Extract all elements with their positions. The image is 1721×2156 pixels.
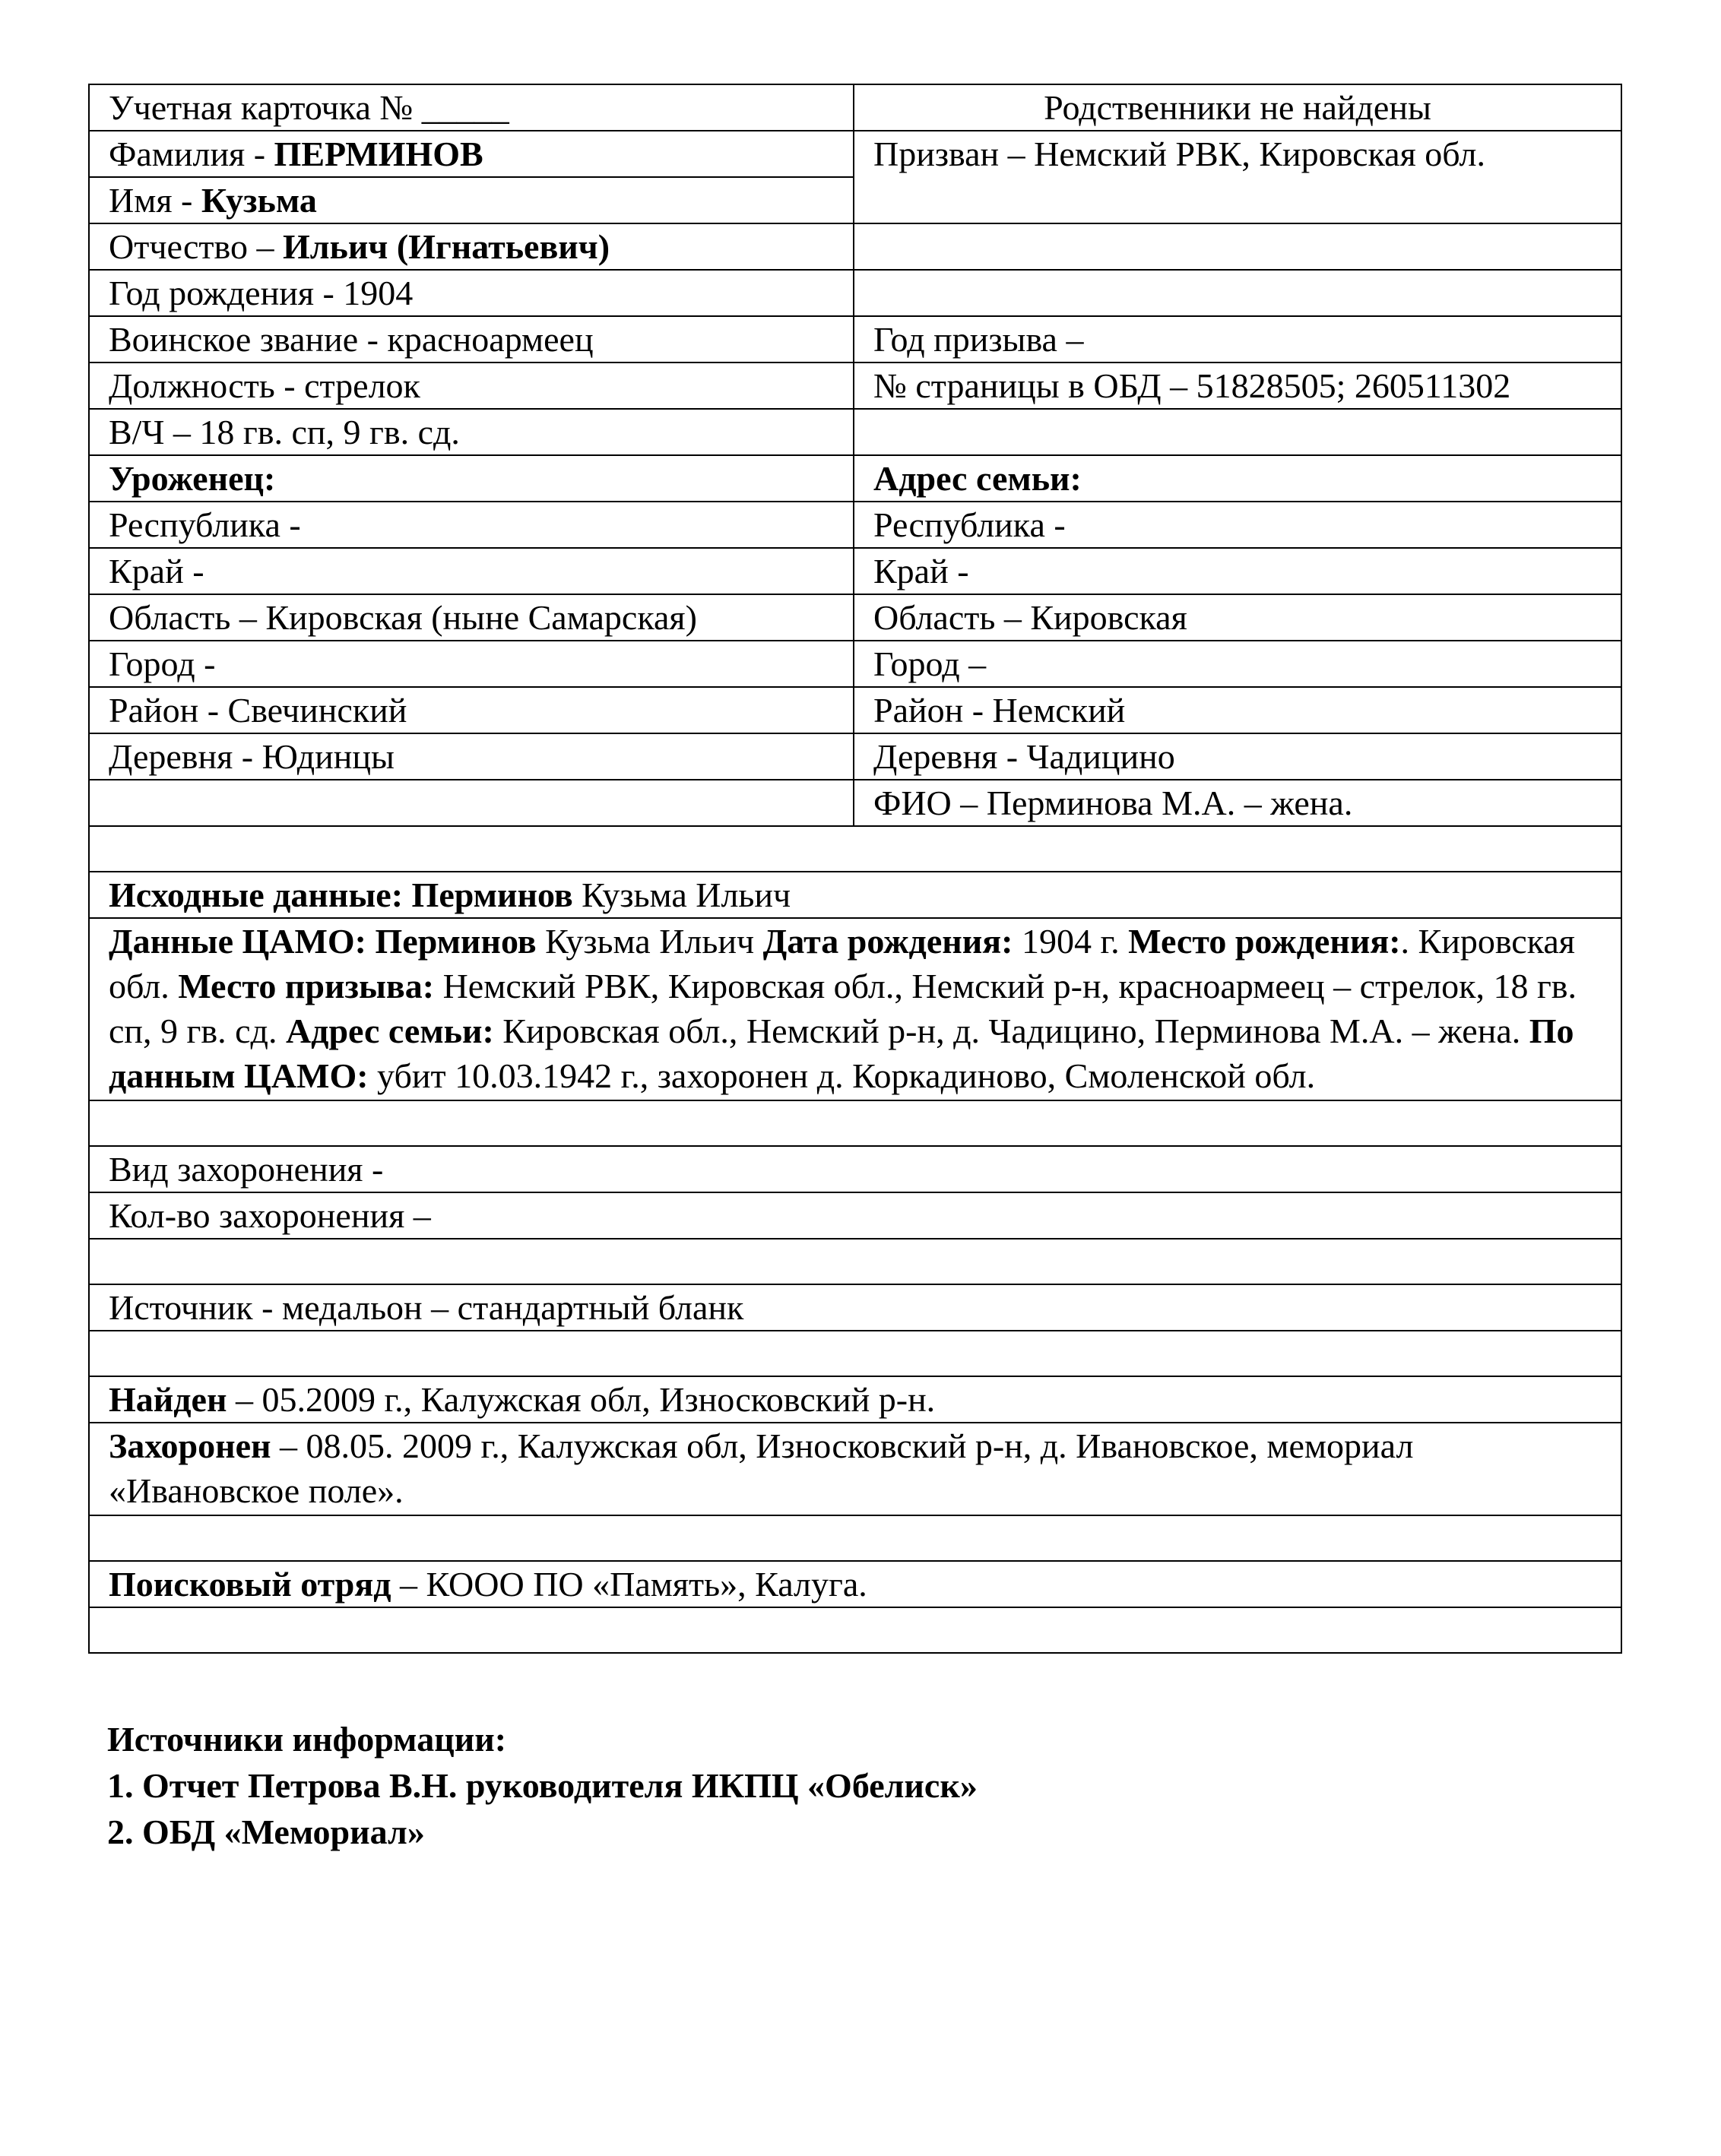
table-row: [89, 594, 1621, 641]
name-label: Имя -: [109, 181, 201, 220]
burial-count-field: Кол-во захоронения –: [89, 1192, 1621, 1239]
found-text: – 05.2009 г., Калужская обл, Износковский р-н.: [227, 1380, 936, 1419]
table-row: [89, 641, 1621, 687]
table-row: [89, 1192, 1621, 1239]
table-row: [89, 316, 1621, 362]
tsamo-data-field: [89, 918, 1621, 1100]
obd-pages-field: [854, 362, 1621, 409]
family-village: Деревня - Чадицино: [854, 733, 1621, 780]
tsamo-name: Кузьма Ильич: [536, 922, 763, 961]
empty-row: [89, 1239, 1621, 1284]
native-city: Город -: [89, 641, 854, 687]
unit-text: В/Ч – 18 гв. сп, 9 гв. сд.: [109, 413, 460, 451]
native-district: Район - Свечинский: [89, 687, 854, 733]
table-row: [89, 548, 1621, 594]
obd-pages-text: № страницы в ОБД – 51828505; 260511302: [873, 366, 1511, 405]
table-row: [89, 455, 1621, 502]
tsamo-address: Кировская обл., Немский р-н, д. Чадицино, Перминова М.А. – жена.: [493, 1012, 1529, 1050]
draft-year-text: Год призыва –: [873, 320, 1084, 359]
table-row: [89, 780, 1621, 826]
table-row: [89, 1100, 1621, 1146]
found-field: [89, 1376, 1621, 1423]
called-up-text: Призван – Немский РВК, Кировская обл.: [873, 135, 1485, 173]
tsamo-draft: Немский РВК, Кировская обл., Немский р-н, красноармеец – стрелок, 18 гв. сп, 9 гв. сд.: [109, 967, 1577, 1050]
source-data-field: [89, 872, 1621, 918]
table-row: [89, 918, 1621, 1100]
family-krai: Край -: [854, 548, 1621, 594]
table-row: [89, 84, 1621, 131]
surname-label: Фамилия -: [109, 135, 274, 173]
table-row: [89, 1515, 1621, 1561]
tsamo-birthplace: . Кировская обл.: [109, 922, 1575, 1005]
buried-label: Захоронен: [109, 1426, 271, 1465]
table-row: [89, 872, 1621, 918]
empty-cell: [89, 780, 854, 826]
buried-field: [89, 1423, 1621, 1515]
table-row: [89, 1146, 1621, 1192]
unit-field: [89, 409, 854, 455]
empty-row: [89, 1515, 1621, 1561]
family-fio: ФИО – Перминова М.А. – жена.: [854, 780, 1621, 826]
surname-field: [89, 131, 854, 177]
source-field: Источник - медальон – стандартный бланк: [89, 1284, 1621, 1331]
tsamo-fate-label: По данным ЦАМО:: [109, 1012, 1574, 1095]
tsamo-birth: 1904 г.: [1013, 922, 1129, 961]
patronymic-value: Ильич (Игнатьевич): [282, 227, 610, 266]
source-data-label: Исходные данные:: [109, 875, 412, 914]
table-row: [89, 1284, 1621, 1331]
burial-type-field: Вид захоронения -: [89, 1146, 1621, 1192]
empty-cell: [854, 270, 1621, 316]
table-row: [89, 1423, 1621, 1515]
tsamo-draft-label: Место призыва:: [178, 967, 435, 1005]
sources-heading: Источники информации:: [107, 1720, 507, 1759]
birth-year-field: [89, 270, 854, 316]
rank-field: [89, 316, 854, 362]
position-field: [89, 362, 854, 409]
rank-text: Воинское звание - красноармеец: [109, 320, 594, 359]
family-republic: Республика -: [854, 502, 1621, 548]
native-oblast: Область – Кировская (ныне Самарская): [89, 594, 854, 641]
tsamo-label: Данные ЦАМО:: [109, 922, 376, 961]
native-krai: Край -: [89, 548, 854, 594]
relatives-status-text: Родственники не найдены: [1044, 88, 1431, 127]
tsamo-birth-label: Дата рождения:: [762, 922, 1013, 961]
name-field: [89, 177, 854, 223]
table-row: [89, 409, 1621, 455]
table-row: [89, 1239, 1621, 1284]
surname-value: ПЕРМИНОВ: [274, 135, 483, 173]
name-value: Кузьма: [201, 181, 317, 220]
buried-text: – 08.05. 2009 г., Калужская обл, Износковский р-н, д. Ивановское, мемориал «Ивановское поле».: [109, 1426, 1414, 1510]
empty-row: [89, 826, 1621, 872]
card-number: [89, 84, 854, 131]
called-up-field: [854, 131, 1621, 223]
table-row: [89, 362, 1621, 409]
patronymic-field: [89, 223, 854, 270]
source-item: 2. ОБД «Мемориал»: [107, 1812, 425, 1851]
search-team-text: – КООО ПО «Память», Калуга.: [391, 1565, 867, 1604]
native-village: Деревня - Юдинцы: [89, 733, 854, 780]
card-number-text: Учетная карточка № _____: [109, 88, 509, 127]
table-row: [89, 270, 1621, 316]
source-item: 1. Отчет Петрова В.Н. руководителя ИКПЦ «Обелиск»: [107, 1766, 978, 1805]
family-district: Район - Немский: [854, 687, 1621, 733]
family-heading: Адрес семьи:: [854, 455, 1621, 502]
draft-year-field: [854, 316, 1621, 362]
table-row: [89, 131, 1621, 177]
patronymic-label: Отчество –: [109, 227, 283, 266]
tsamo-birthplace-label: Место рождения:: [1128, 922, 1401, 961]
relatives-status: [854, 84, 1621, 131]
empty-cell: [854, 223, 1621, 270]
search-team-label: Поисковый отряд: [109, 1565, 391, 1604]
table-row: [89, 502, 1621, 548]
table-row: [89, 1561, 1621, 1607]
family-city: Город –: [854, 641, 1621, 687]
table-row: [89, 733, 1621, 780]
table-row: [89, 826, 1621, 872]
source-data-surname: Перминов: [411, 875, 573, 914]
table-row: [89, 223, 1621, 270]
table-row: [89, 1376, 1621, 1423]
position-text: Должность - стрелок: [109, 366, 420, 405]
tsamo-fate: убит 10.03.1942 г., захоронен д. Коркадиново, Смоленской обл.: [368, 1056, 1316, 1095]
table-row: [89, 687, 1621, 733]
empty-cell: [854, 409, 1621, 455]
empty-row: [89, 1331, 1621, 1376]
source-data-name: Кузьма Ильич: [572, 875, 791, 914]
registration-card-table: [88, 84, 1622, 1654]
table-row: [89, 1607, 1621, 1653]
table-row: [89, 1331, 1621, 1376]
empty-row: [89, 1607, 1621, 1653]
tsamo-surname: Перминов: [375, 922, 537, 961]
tsamo-address-label: Адрес семьи:: [285, 1012, 494, 1050]
birth-year-text: Год рождения - 1904: [109, 274, 414, 312]
native-heading: Уроженец:: [89, 455, 854, 502]
family-oblast: Область – Кировская: [854, 594, 1621, 641]
empty-row: [89, 1100, 1621, 1146]
search-team-field: [89, 1561, 1621, 1607]
found-label: Найден: [109, 1380, 227, 1419]
native-republic: Республика -: [89, 502, 854, 548]
information-sources: [107, 1716, 978, 1855]
